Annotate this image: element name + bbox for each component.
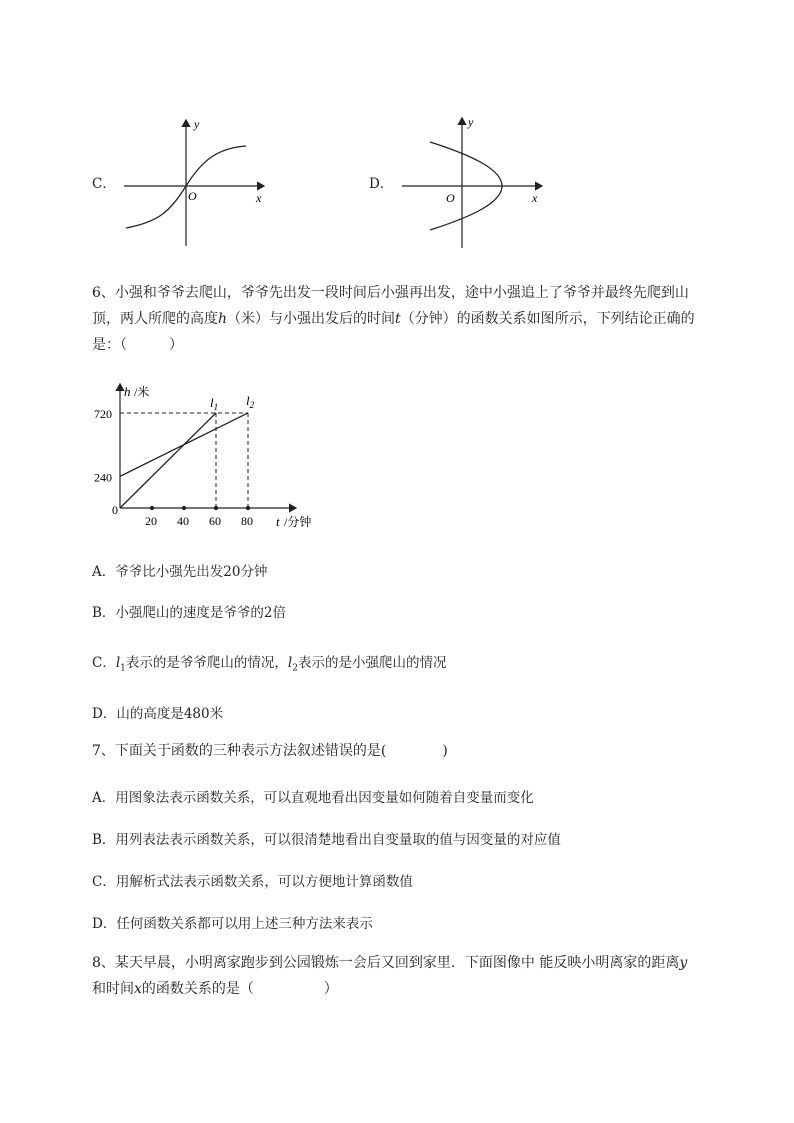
q6-line3: 是：（ ） xyxy=(92,337,183,353)
origin-label: O xyxy=(188,189,197,203)
y-axis-label: y xyxy=(468,115,474,129)
tick-point-60 xyxy=(214,506,218,510)
q8-line1: 8、某天早晨，小明离家跑步到公园锻炼一会后又回到家里．下面图像中 能反映小明离家的距离y xyxy=(92,955,688,971)
var-y: y xyxy=(679,955,688,971)
option-d-label: D． xyxy=(369,176,394,192)
var-h: h xyxy=(218,311,228,327)
y-axis-label: y xyxy=(194,117,200,131)
y-unit-label: /米 xyxy=(134,385,150,399)
q7-stem: 7、下面关于函数的三种表示方法叙述错误的是( ) xyxy=(92,743,448,759)
q7-option-d: D．任何函数关系都可以用上述三种方法来表示 xyxy=(92,916,373,932)
x-tick-label: 80 xyxy=(241,514,253,528)
q7-option-b: B．用列表法表示函数关系，可以很清楚地看出自变量取的值与因变量的对应值 xyxy=(92,832,561,848)
q6-option-b: B．小强爬山的速度是爷爷的2倍 xyxy=(92,605,287,621)
origin-label: O xyxy=(446,191,455,205)
q7-option-c: C．用解析式法表示函数关系，可以方便地计算函数值 xyxy=(92,874,413,890)
x-axis-label: x xyxy=(532,191,538,205)
origin-zero-label: 0 xyxy=(112,503,118,517)
q6-option-a: A．爷爷比小强先出发20分钟 xyxy=(92,564,268,580)
x-var-label: t xyxy=(276,514,280,529)
var-x: x xyxy=(134,981,142,997)
x-axis-label: x xyxy=(256,191,262,205)
l1-label: $l_1$ xyxy=(210,395,219,412)
q6-option-c: C．$l_1$表示的是爷爷爬山的情况，$l_2$表示的是小强爬山的情况 xyxy=(92,655,447,674)
series-line-l2 xyxy=(120,413,248,476)
l2-label: $l_2$ xyxy=(246,393,255,410)
q6-line2: 顶，两人所爬的高度h（米）与小强出发后的时间t（分钟）的函数关系如图所示，下列结论正确的 xyxy=(92,311,695,327)
x-tick-label: 20 xyxy=(145,514,157,528)
series-line-l1 xyxy=(120,413,216,508)
graph-c xyxy=(118,112,278,252)
y-tick-label: 720 xyxy=(94,406,112,421)
q6-line1: 6、小强和爷爷去爬山，爷爷先出发一段时间后小强再出发，途中小强追上了爷爷并最终先爬到山 xyxy=(92,285,689,301)
q6-height-time-chart xyxy=(90,378,330,538)
y-tick-label: 240 xyxy=(94,470,112,485)
q7-option-a: A．用图象法表示函数关系，可以直观地看出因变量如何随着自变量而变化 xyxy=(92,790,534,806)
series-lines xyxy=(120,413,248,508)
tick-point-20 xyxy=(150,506,154,510)
option-c-label: C． xyxy=(92,176,116,192)
x-tick-label: 60 xyxy=(209,514,221,528)
var-t: t xyxy=(395,311,401,327)
x-tick-label: 40 xyxy=(177,514,189,528)
x-unit-label: /分钟 xyxy=(284,515,312,529)
tick-point-80 xyxy=(246,506,250,510)
q6-option-d: D．山的高度是480米 xyxy=(92,706,224,722)
guide-lines xyxy=(120,413,248,508)
graph-d xyxy=(398,112,558,252)
tick-point-40 xyxy=(182,506,186,510)
q8-line2: 和时间x的函数关系的是（ ） xyxy=(92,981,338,997)
y-var-label: h xyxy=(124,384,131,399)
